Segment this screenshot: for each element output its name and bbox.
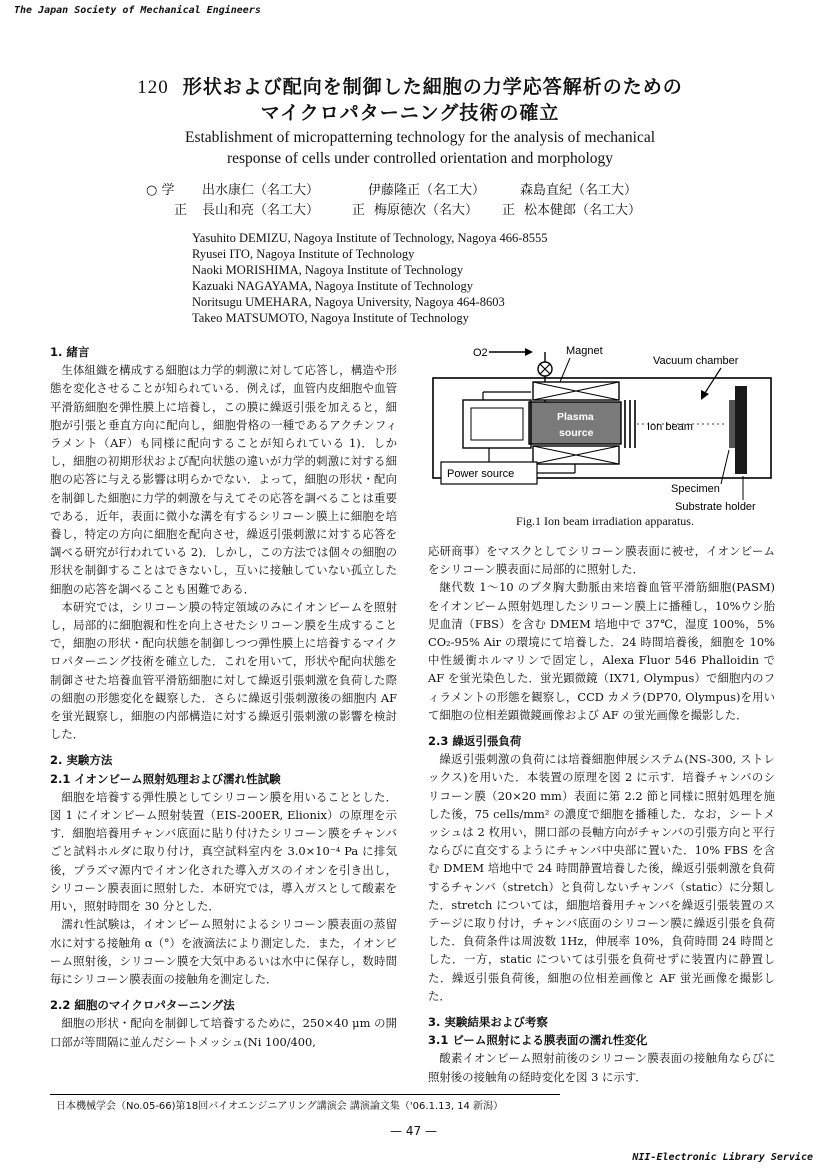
- author-nagayama: 長山和亮（名工大）: [202, 203, 320, 218]
- authors-row-1: [146, 180, 666, 201]
- affiliation-line: Takeo MATSUMOTO, Nagoya Institute of Technology: [192, 311, 469, 325]
- plasma-label: Plasma: [557, 411, 594, 423]
- section-heading: 3. 実験結果および考察: [428, 1015, 548, 1030]
- subsection-heading: 2.1 イオンビーム照射処理および濡れ性試験: [50, 771, 281, 786]
- paragraph: 応研商事）をマスクとしてシリコーン膜表面に被せ，イオンビームをシリコーン膜表面に局部的に照射した．: [428, 544, 775, 577]
- header-society: The Japan Society of Mechanical Engineers: [14, 5, 261, 16]
- paragraph: 本研究では，シリコーン膜の特定領域のみにイオンビームを照射し，局部的に細胞親和性を向上させたシリコーン膜を生成することで，細胞の形状・配向状態を制御しつつ弾性膜上に培養するマイクロパターニング技術を確立した．これを用いて，形状や配向状態を制御させた培養血管平滑筋細胞に対して繰返引張刺激を負荷した際の細胞の形態変化を観察した．さらに繰返引張刺激後の細胞内 AF を蛍光観察し，細胞の内部構造に対する繰返引張刺激の影響を検討した．: [50, 599, 397, 742]
- paragraph: 継代数 1〜10 のブタ胸大動脈由来培養血管平滑筋細胞(PASM) をイオンビーム照射処理したシリコーン膜上に播種し，10%ウシ胎児血清（FBS）を含む DMEM 培地中で 37℃，湿度 100%，5% CO₂-95% Air の環境にて培養した．24 時間培養後，細胞を 10%中性緩衝ホルマリンで固定し，Alexa Fluor 546 Phalloidin で AF を蛍光染色した．蛍光顕微鏡（IX71, Olympus）で細胞内のフィラメントの形態を観察し，CCD カメラ(DP70, Olympus)を用いて細胞の位相差顕微鏡画像および AF の蛍光画像を撮影した．: [428, 580, 775, 722]
- member-mark: 正: [352, 203, 366, 218]
- paragraph: 繰返引張刺激の負荷には培養細胞伸展システム(NS-300, ストレックス)を用いた．本装置の原理を図 2 に示す．培養チャンバのシリコーン膜（20×20 mm）表面に第 2.2 節と同様に照射処理を施した後，75 cells/mm² の濃度で細胞を播種した．なお，シートメッシュは 2 枚用い，開口部の長軸方向がチャンバの引張方向と平行ならびに直交するようにチャンバ中央部に置いた．10% FBS を含む DMEM 培地中で 24 時間静置培養した後，繰返引張刺激を負荷するチャンバ（stretch）と負荷しないチャンバ（static）に分類した．stretch については，細胞培養用チャンバを繰返引張装置のステージに取り付け，チャンバ底面のシリコーン膜に繰返引張を負荷した．負荷条件は周波数 1Hz，伸展率 10%，負荷時間 24 時間とした．一方，static については引張を負荷せずに装置内に静置した．繰返引張負荷後，細胞の位相差画像と AF 蛍光画像を撮影した．: [428, 752, 775, 1003]
- member-mark: 正: [174, 203, 188, 218]
- paragraph: 生体組織を構成する細胞は力学的刺激に対して応答し，構造や形態を変化させることが知られている．例えば，血管内皮細胞や血管平滑筋細胞を弾性膜上に培養し，この膜に繰返引張を加えると，細胞が引張と垂直方向に配向し，細胞骨格の一種であるアクチンフィラメント（AF）も同様に配向することが知られている 1)．しかし，細胞の初期形状および配向状態の違いが力学的刺激に対する細胞の応答に与える影響は明らかでない．よって，細胞の形状・配向を制御した細胞に力学的刺激を与えてその応答を調べることは重要である．近年，表面に微小な溝を有するシリコーン膜上に細胞を培養し，特定の方向に細胞を配向させ，繰返引張刺激に対する応答を調べる研究が行われている 2)．しかし，この方法では個々の細胞の形状を制御することはできないし，互いに接触していない孤立した細胞の応答を調べることも困難である．: [50, 363, 397, 596]
- affiliation-line: Yasuhito DEMIZU, Nagoya Institute of Technology, Nagoya 466-8555: [192, 231, 548, 245]
- subsection-heading: 2.3 繰返引張負荷: [428, 734, 522, 749]
- paragraph: 細胞の形状・配向を制御して培養するために，250×40 μm の開口部が等間隔に並んだシートメッシュ(Ni 100/400,: [50, 1016, 397, 1049]
- o2-label: O2: [473, 347, 488, 359]
- affiliations: [192, 230, 752, 326]
- specimen: [729, 400, 735, 448]
- magnet-label: Magnet: [566, 345, 603, 357]
- paragraph: 濡れ性試験は，イオンビーム照射によるシリコーン膜表面の蒸留水に対する接触角 α（°）を液滴法により測定した．また，イオンビーム照射後，シリコーン膜を大気中あるいは水中に保存し，数時間毎にシリコーン膜表面の接触角を測定した．: [50, 917, 397, 986]
- subsection-heading: 3.1 ビーム照射による膜表面の濡れ性変化: [428, 1033, 648, 1048]
- footer-proceedings: 日本機械学会（No.05-66)第18回バイオエンジニアリング講演会 講演論文集（'06.1.13, 14 新潟）: [56, 1101, 504, 1112]
- page-number: — 47 —: [390, 1124, 437, 1138]
- author-umehara: 梅原徳次（名大）: [374, 203, 479, 218]
- paragraph: 酸素イオンビーム照射前後のシリコーン膜表面の接触角ならびに照射後の接触角の経時変化を図 3 に示す．: [428, 1051, 775, 1084]
- author-demizu: 出水康仁（名工大）: [202, 183, 320, 198]
- vacuum-chamber-label: Vacuum chamber: [653, 355, 739, 367]
- subsection-heading: 2.2 細胞のマイクロパターニング法: [50, 998, 235, 1013]
- figure-1-caption: Fig.1 Ion beam irradiation apparatus.: [516, 514, 694, 528]
- substrate-holder-label: Substrate holder: [675, 501, 756, 513]
- ion-beam-label: Ion beam: [647, 421, 693, 433]
- paragraph: 細胞を培養する弾性膜としてシリコーン膜を用いることとした．図 1 にイオンビーム照射装置（EIS-200ER, Elionix）の原理を示す．細胞培養用チャンバ底面に貼り付けたシリコーン膜をチャンバごと試料ホルダに取り付け，真空試料室内を 3.0×10⁻⁴ Pa に排気後，プラズマ源内でイオン化された導入ガスのイオンを引き出し，シリコーン膜表面に照射した．本研究では，導入ガスとして酸素を用い，照射時間を 30 分とした．: [50, 789, 397, 914]
- left-column: [50, 343, 397, 1051]
- affiliation-line: Naoki MORISHIMA, Nagoya Institute of Technology: [192, 263, 464, 277]
- figure-1-diagram: [425, 340, 785, 530]
- affiliation-line: Kazuaki NAGAYAMA, Nagoya Institute of Technology: [192, 279, 474, 293]
- source-label: source: [559, 427, 594, 439]
- affiliation-line: Ryusei ITO, Nagoya Institute of Technology: [192, 247, 415, 261]
- paper-title-ja-1: [60, 74, 760, 101]
- author-mark: ○ 学: [146, 183, 175, 198]
- paper-title-ja-2: マイクロパターニング技術の確立: [260, 102, 560, 124]
- affiliation-line: Noritsugu UMEHARA, Nagoya University, Nagoya 464-8603: [192, 295, 505, 309]
- author-morishima: 森島直紀（名工大）: [520, 183, 638, 198]
- member-mark: 正: [502, 203, 516, 218]
- section-heading: 1. 緒言: [50, 345, 90, 359]
- paper-number: 120: [137, 77, 169, 98]
- right-column: [428, 542, 775, 1086]
- power-source-label: Power source: [447, 468, 515, 480]
- paper-title-en-2: response of cells under controlled orientation and morphology: [226, 150, 614, 167]
- specimen-label: Specimen: [671, 483, 720, 495]
- author-matsumoto: 松本健郎（名工大）: [524, 203, 642, 218]
- footer-rule: [50, 1094, 560, 1095]
- paper-title-en-1: Establishment of micropatterning technology for the analysis of mechanical: [184, 129, 656, 146]
- author-ito: 伊藤隆正（名工大）: [368, 183, 486, 198]
- footer-nii: NII-Electronic Library Service: [632, 1152, 813, 1163]
- section-heading: 2. 実験方法: [50, 753, 113, 768]
- title-ja-line1: 形状および配向を制御した細胞の力学応答解析のための: [182, 76, 683, 98]
- authors-row-2: [174, 200, 674, 221]
- substrate-holder: [735, 386, 747, 474]
